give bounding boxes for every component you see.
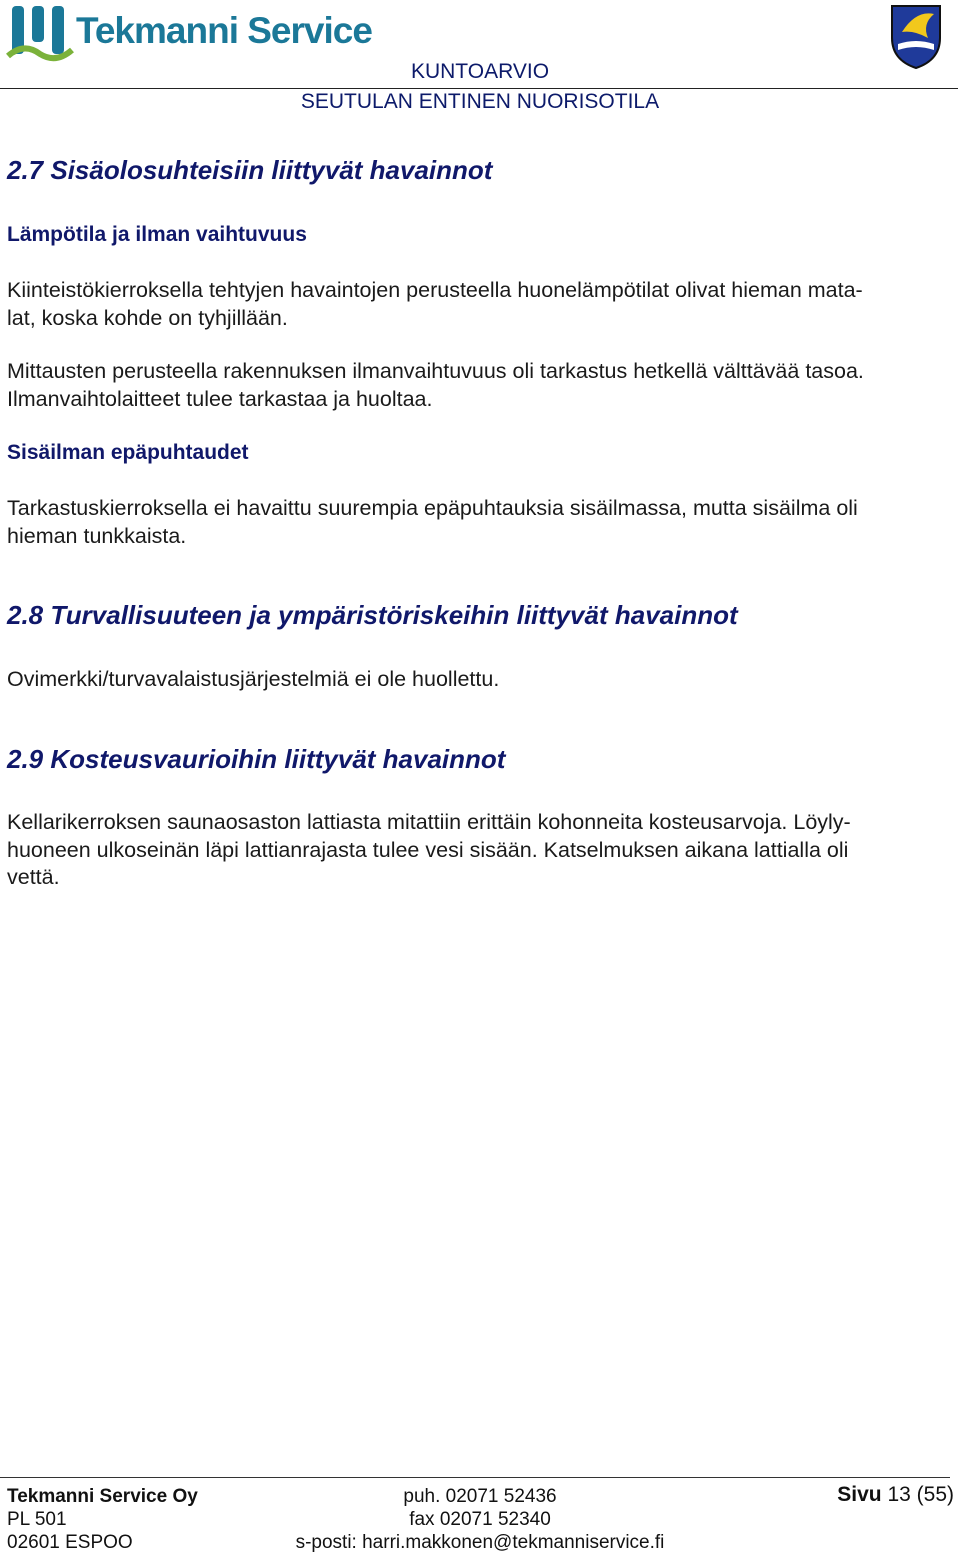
section-2-8-heading: 2.8 Turvallisuuteen ja ympäristöriskeihin liittyvät havainnot xyxy=(7,600,738,630)
air-impurities-heading: Sisäilman epäpuhtaudet xyxy=(7,441,249,464)
document-title: KUNTOARVIO xyxy=(410,60,550,83)
text-line: Kellarikerroksen saunaosaston lattiasta mitattiin erittäin kohonneita kosteusarvoja. Löyly- xyxy=(7,810,851,834)
header-divider xyxy=(0,88,958,89)
text-line: Kiinteistökierroksella tehtyjen havaintojen perusteella huonelämpötilat olivat hieman mata- xyxy=(7,278,863,302)
air-impurities-paragraph xyxy=(7,495,952,550)
page-label: Sivu xyxy=(837,1483,882,1506)
text-line: Tarkastuskierroksella ei havaittu suurempia epäpuhtauksia sisäilmassa, mutta sisäilma oli xyxy=(7,496,858,520)
footer-email: s-posti: harri.makkonen@tekmanniservice.fi xyxy=(295,1532,665,1553)
text-line: hieman tunkkaista. xyxy=(7,523,187,548)
logo-mark-icon xyxy=(6,2,76,64)
footer-postal: 02601 ESPOO xyxy=(7,1532,133,1553)
safety-paragraph xyxy=(7,666,952,694)
text-line: Ilmanvaihtolaitteet tulee tarkastaa ja huoltaa. xyxy=(7,386,433,411)
footer-address-block xyxy=(7,1485,198,1554)
section-2-9-heading: 2.9 Kosteusvaurioihin liittyvät havainnot xyxy=(7,744,506,774)
section-2-7-heading: 2.7 Sisäolosuhteisiin liittyvät havainnot xyxy=(7,155,493,185)
footer-po-box: PL 501 xyxy=(7,1509,67,1530)
footer-contact-block xyxy=(288,1485,672,1554)
text-line: Mittausten perusteella rakennuksen ilmanvaihtuvuus oli tarkastus hetkellä välttävää tasoa. xyxy=(7,359,864,383)
ventilation-paragraph xyxy=(7,358,952,413)
page-number: 13 (55) xyxy=(887,1483,954,1506)
text-line: lat, koska kohde on tyhjillään. xyxy=(7,305,288,330)
moisture-paragraph xyxy=(7,809,952,892)
text-line: Ovimerkki/turvavalaistusjärjestelmiä ei ole huollettu. xyxy=(7,667,500,691)
footer-page-indicator xyxy=(837,1483,954,1506)
footer-phone: puh. 02071 52436 xyxy=(403,1486,557,1507)
logo-wordmark: Tekmanni Service xyxy=(76,10,372,51)
footer-company: Tekmanni Service Oy xyxy=(7,1486,198,1507)
temperature-heading: Lämpötila ja ilman vaihtuvuus xyxy=(7,223,307,246)
document-subtitle: SEUTULAN ENTINEN NUORISOTILA xyxy=(300,90,660,113)
company-logo xyxy=(6,2,76,64)
footer-divider xyxy=(0,1477,950,1478)
footer-fax: fax 02071 52340 xyxy=(409,1509,551,1530)
text-line: vettä. xyxy=(7,865,60,889)
temperature-paragraph xyxy=(7,277,952,332)
text-line: huoneen ulkoseinän läpi lattianrajasta tulee vesi sisään. Katselmuksen aikana lattialla oli xyxy=(7,837,849,862)
